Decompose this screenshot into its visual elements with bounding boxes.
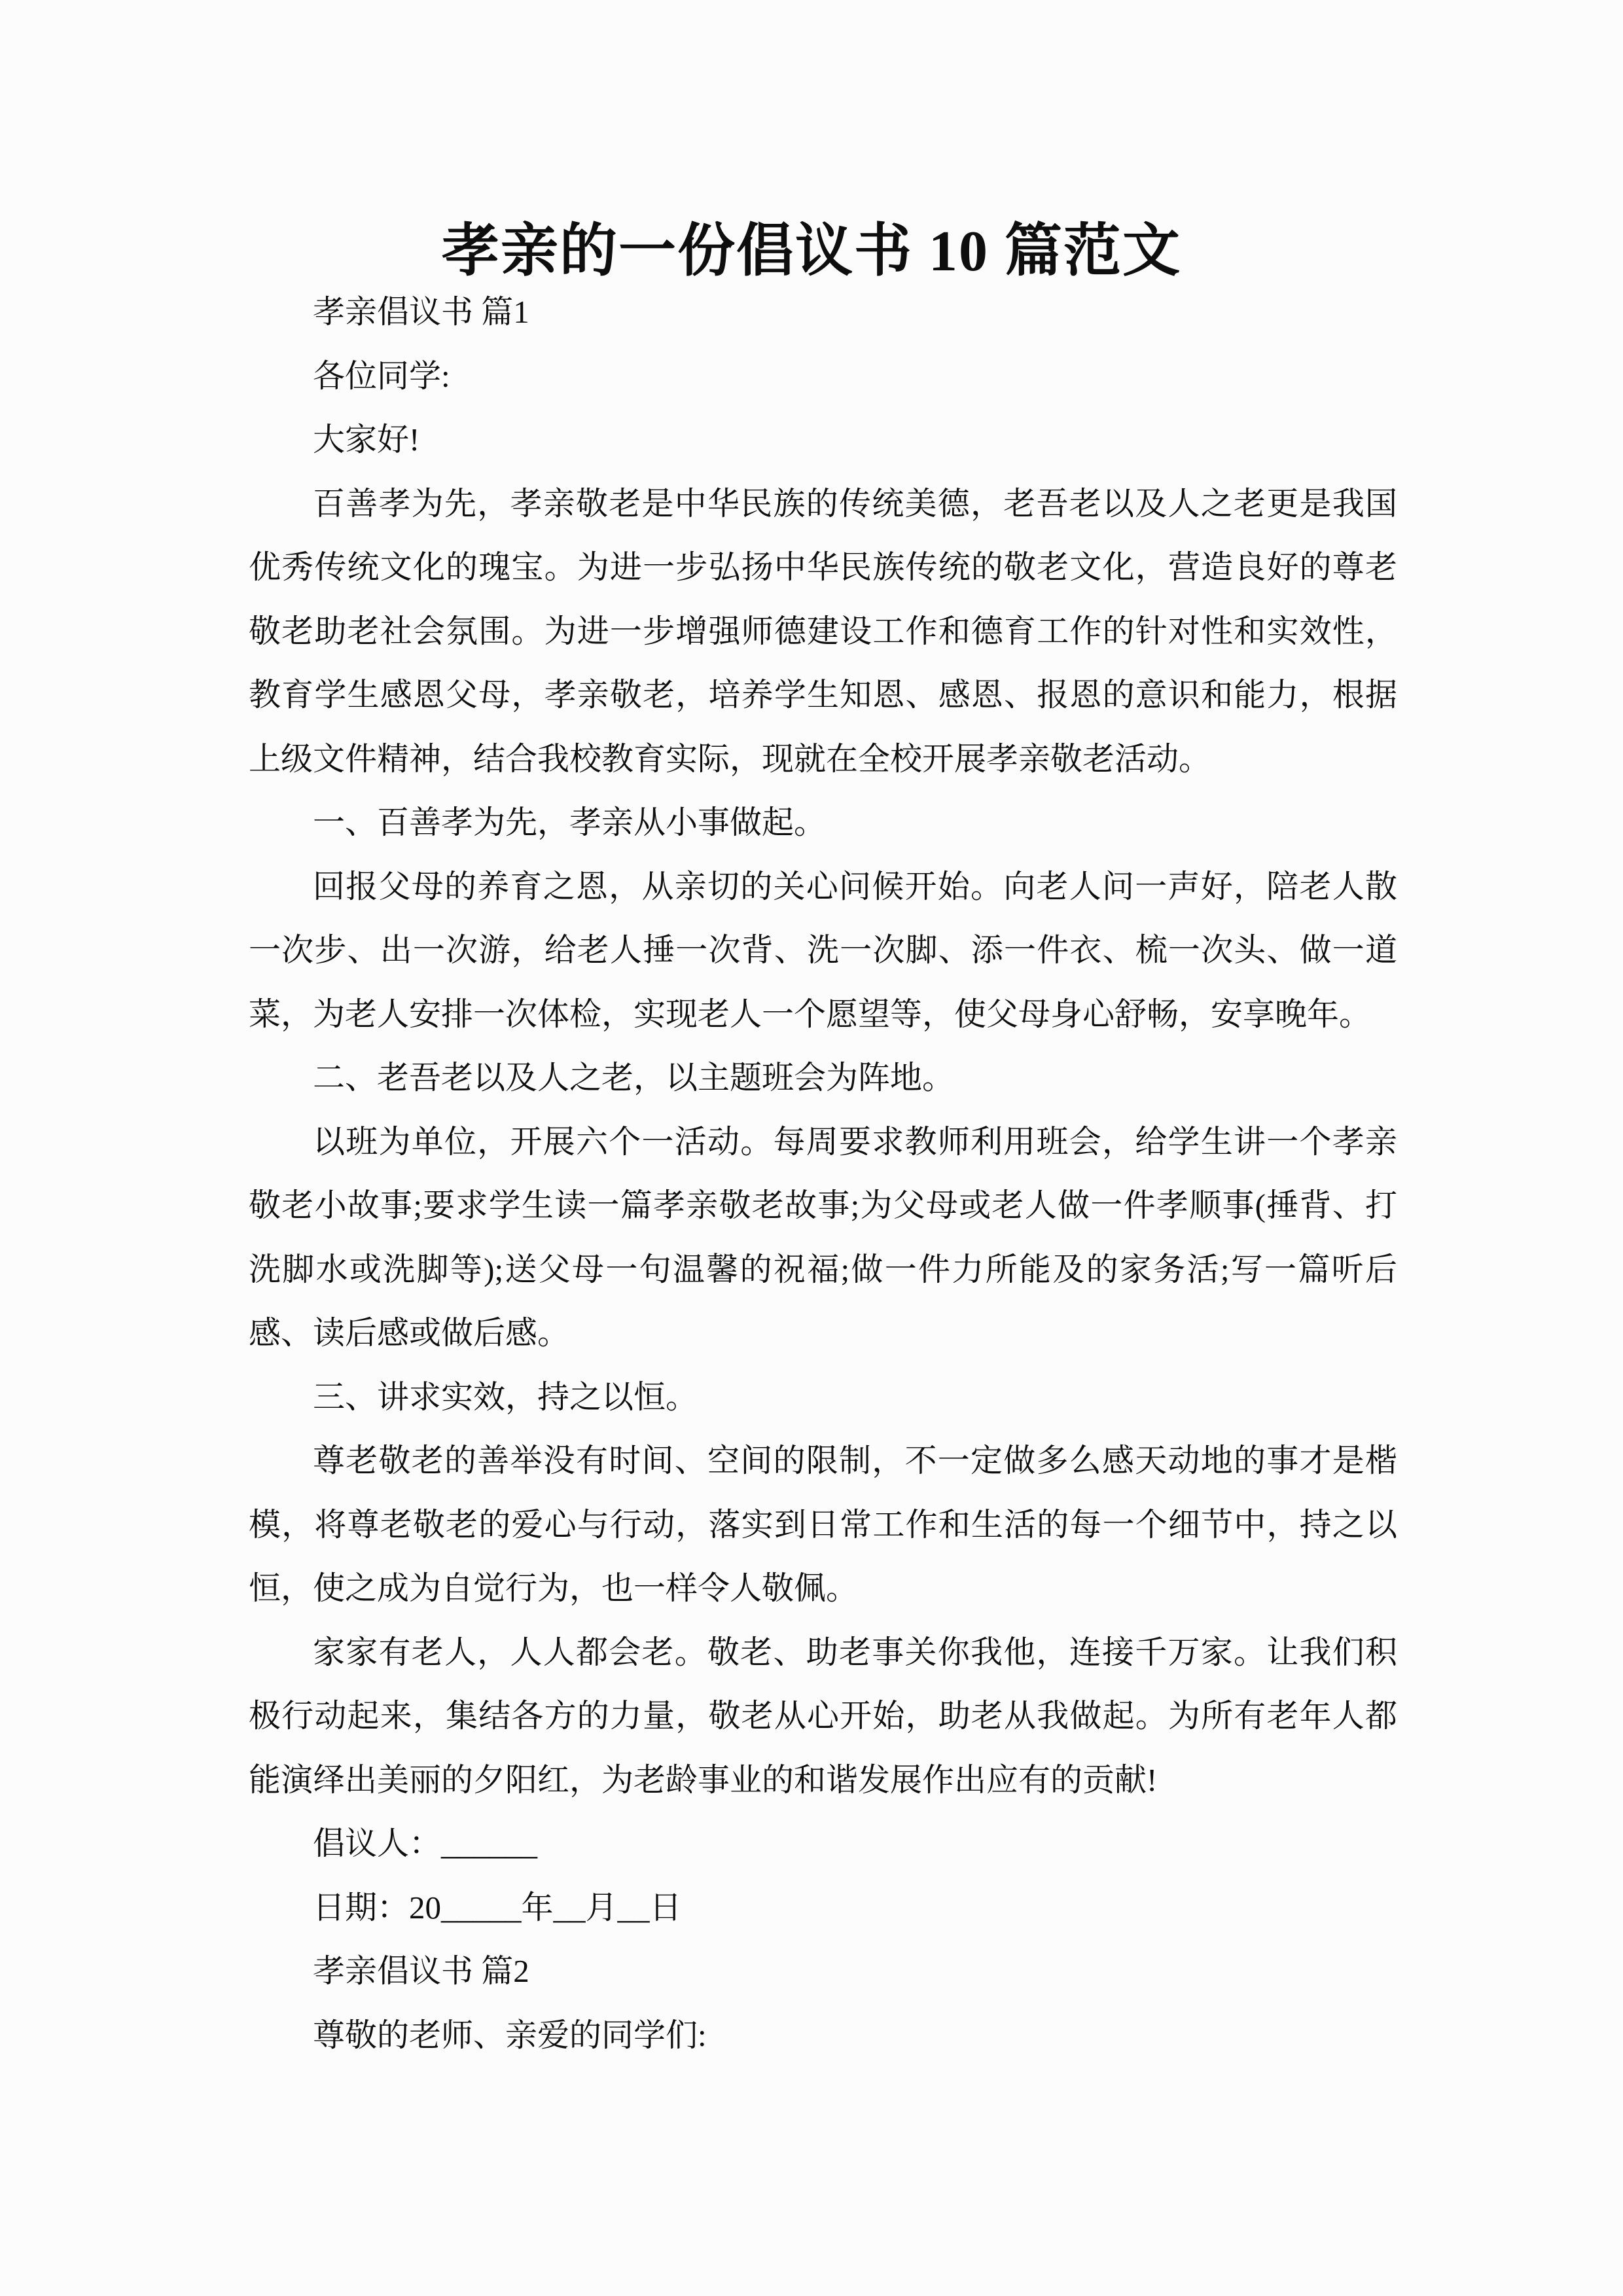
document-body bbox=[249, 280, 1397, 2067]
greeting: 大家好! bbox=[313, 422, 420, 457]
salutation-2: 尊敬的老师、亲爱的同学们: bbox=[313, 2017, 707, 2053]
paragraph-item-1: 回报父母的养育之恩，从亲切的关心问候开始。向老人问一声好，陪老人散一次步、出一次游，给老人捶一次背、洗一次脚、添一件衣、梳一次头、做一道菜，为老人安排一次体检，实现老人一个愿望等，使父母身心舒畅，安享晚年。 bbox=[249, 868, 1397, 1032]
salutation-1: 各位同学: bbox=[313, 357, 450, 394]
document-title: 孝亲的一份倡议书 10 篇范文 bbox=[441, 220, 1181, 283]
section-heading-1: 孝亲倡议书 篇1 bbox=[313, 294, 529, 330]
list-heading-1: 一、百善孝为先，孝亲从小事做起。 bbox=[313, 804, 827, 840]
paragraph-item-3: 尊老敬老的善举没有时间、空间的限制，不一定做多么感天动地的事才是楷模，将尊老敬老的爱心与行动，落实到日常工作和生活的每一个细节中，持之以恒，使之成为自觉行为，也一样令人敬佩。 bbox=[249, 1443, 1397, 1606]
date-line: 日期：20_____年__月__日 bbox=[313, 1889, 682, 1926]
paragraph-item-2: 以班为单位，开展六个一活动。每周要求教师利用班会，给学生讲一个孝亲敬老小故事;要求学生读一篇孝亲敬老故事;为父母或老人做一件孝顺事(捶背、打洗脚水或洗脚等);送父母一句温馨的祝福;做一件力所能及的家务活;写一篇听后感、读后感或做后感。 bbox=[249, 1123, 1397, 1351]
section-heading-2: 孝亲倡议书 篇2 bbox=[313, 1953, 529, 1989]
list-heading-2: 二、老吾老以及人之老，以主题班会为阵地。 bbox=[313, 1060, 955, 1096]
paragraph-intro: 百善孝为先，孝亲敬老是中华民族的传统美德，老吾老以及人之老更是我国优秀传统文化的瑰宝。为进一步弘扬中华民族传统的敬老文化，营造良好的尊老敬老助老社会氛围。为进一步增强师德建设工作和德育工作的针对性和实效性，教育学生感恩父母，孝亲敬老，培养学生知恩、感恩、报恩的意识和能力，根据上级文件精神，结合我校教育实际，现就在全校开展孝亲敬老活动。 bbox=[249, 485, 1397, 777]
signature-line: 倡议人：______ bbox=[313, 1825, 538, 1861]
list-heading-3: 三、讲求实效，持之以恒。 bbox=[313, 1378, 698, 1415]
paragraph-closing: 家家有老人，人人都会老。敬老、助老事关你我他，连接千万家。让我们积极行动起来，集结各方的力量，敬老从心开始，助老从我做起。为所有老年人都能演绎出美丽的夕阳红，为老龄事业的和谐发展作出应有的贡献! bbox=[249, 1634, 1397, 1798]
